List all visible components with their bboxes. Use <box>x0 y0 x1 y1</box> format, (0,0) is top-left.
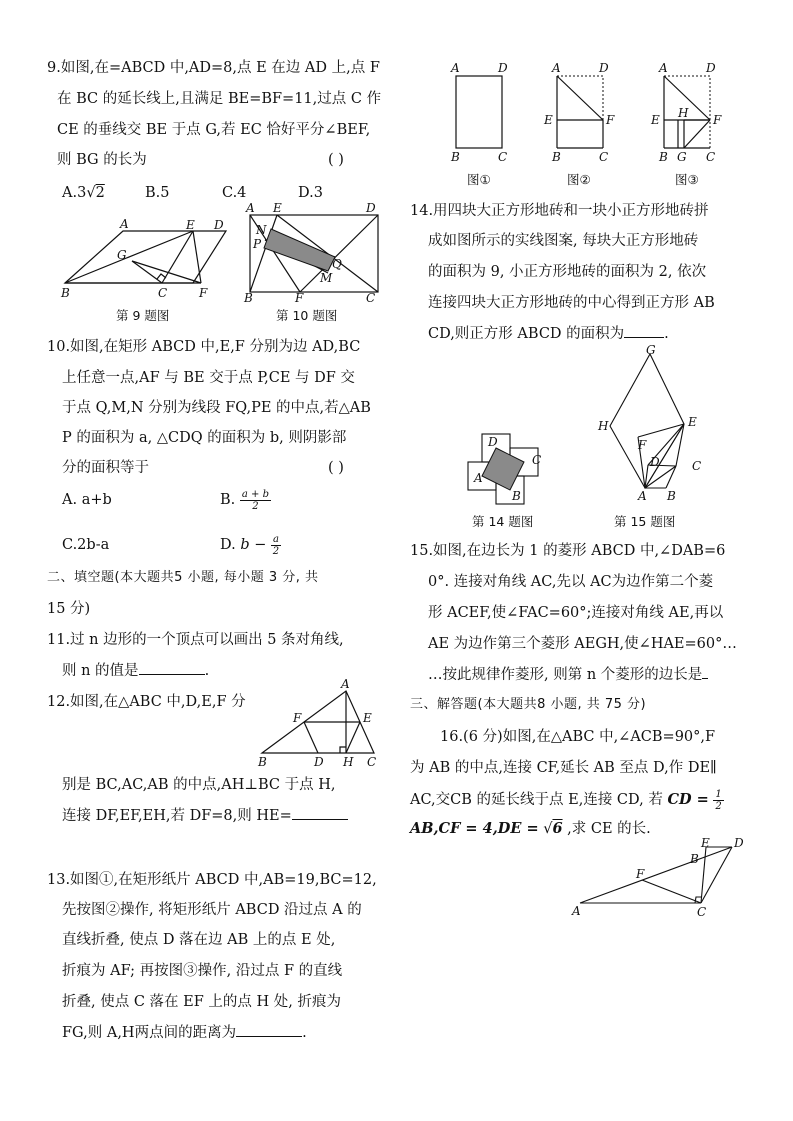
fig16-label-d: D <box>734 836 744 850</box>
fig13c-label-g: G <box>677 150 687 164</box>
fig16-label-e: E <box>701 836 710 850</box>
q13-caption-2: 图② <box>567 172 591 187</box>
fig13b-label-c: C <box>599 150 609 164</box>
fig15-label-f: F <box>638 438 647 452</box>
q12-line-2: 别是 BC,AC,AB 的中点,AH⊥BC 于点 H, <box>62 777 336 793</box>
q10-figure <box>240 203 390 303</box>
fig13b-label-a: A <box>552 61 561 75</box>
fig13c-label-f: F <box>713 113 722 127</box>
q10-figure-caption: 第 10 题图 <box>276 308 338 323</box>
fig15-label-h: H <box>598 419 609 433</box>
fig10-label-n: N <box>256 223 267 237</box>
q14-line-3: 的面积为 9, 小正方形地砖的面积为 2, 依次 <box>428 264 707 280</box>
q10-line-1: 10.如图,在矩形 ABCD 中,E,F 分别为边 AD,BC <box>47 339 361 355</box>
q10-option-d-fraction: $\frac{a}{2}$ <box>272 533 280 557</box>
q13-figures <box>446 60 746 170</box>
fig13c-label-b: B <box>659 150 668 164</box>
q10-line-2: 上任意一点,AF 与 BE 交于点 P,CE 与 DF 交 <box>62 370 355 386</box>
q10-option-b-fraction: $\frac{a + b}{2}$ <box>241 488 269 512</box>
section-2-heading: 二、填空题(本大题共5 小题, 每小题 3 分, 共 <box>47 570 319 585</box>
q13-line-3: 直线折叠, 使点 D 落在边 AB 上的点 E 处, <box>62 932 336 948</box>
fig15-label-c: C <box>692 459 702 473</box>
fig10-label-c: C <box>366 291 376 305</box>
q10-option-c: C.2b-a <box>62 537 110 553</box>
q14-line-4: 连接四块大正方形地砖的中心得到正方形 AB <box>428 295 715 311</box>
fig13c-label-c: C <box>706 150 716 164</box>
fig14-label-d: D <box>488 435 498 449</box>
q15-line-3: 形 ACEF,使∠FAC=60°;连接对角线 AE,再以 <box>428 605 724 621</box>
fig15-label-d: D <box>650 455 660 469</box>
fig13b-label-e: E <box>544 113 553 127</box>
fig13a-label-c: C <box>498 150 508 164</box>
fig10-label-a: A <box>246 201 255 215</box>
fig10-label-b: B <box>244 291 253 305</box>
q15-figure <box>592 342 712 512</box>
q14-line-5: CD,则正方形 ABCD 的面积为 . <box>428 326 669 342</box>
q14-figure <box>466 430 556 510</box>
fig16-label-a: A <box>572 904 581 918</box>
q9-option-d: D.3 <box>298 185 323 201</box>
fig13a-label-d: D <box>498 61 508 75</box>
q15-line-1: 15.如图,在边长为 1 的菱形 ABCD 中,∠DAB=6 <box>410 543 726 559</box>
q9-option-b: B.5 <box>145 185 170 201</box>
fig9-label-d: D <box>214 218 224 232</box>
q11-answer-blank[interactable] <box>139 674 205 675</box>
q9-figure-caption: 第 9 题图 <box>116 308 170 323</box>
fig13b-label-f: F <box>606 113 615 127</box>
fig12-label-e: E <box>363 711 372 725</box>
fig15-label-e: E <box>688 415 697 429</box>
q16-line-1: 16.(6 分)如图,在△ABC 中,∠ACB=90°,F <box>440 729 716 745</box>
section-2-heading-cont: 15 分) <box>47 601 91 617</box>
q10-option-d: D. b − $\frac{a}{2}$ <box>220 533 280 557</box>
q14-line-1: 14.用四块大正方形地砖和一块小正方形地砖拼 <box>410 203 709 219</box>
fig9-label-g: G <box>117 248 127 262</box>
fig13b-label-d: D <box>599 61 609 75</box>
q16-line-4: AB,CF = 4,DE = √6 ,求 CE 的长. <box>410 820 651 837</box>
q15-line-2: 0°. 连接对角线 AC,先以 AC为边作第二个菱 <box>428 574 714 590</box>
fig13c-label-a: A <box>659 61 668 75</box>
q13-line-5: 折叠, 使点 C 落在 EF 上的点 H 处, 折痕为 <box>62 994 341 1010</box>
q13-line-2: 先按图②操作, 将矩形纸片 ABCD 沿过点 A 的 <box>62 902 362 918</box>
fig9-label-f: F <box>199 286 208 300</box>
q9-answer-paren: ( ) <box>328 152 344 168</box>
fig12-label-d: D <box>314 755 324 769</box>
fig16-label-f: F <box>636 867 645 881</box>
fig13a-label-a: A <box>451 61 460 75</box>
q16-figure <box>570 838 750 918</box>
q14-line-2: 成如图所示的实线图案, 每块大正方形地砖 <box>428 233 699 249</box>
fig10-label-p: P <box>253 237 262 251</box>
fig15-label-g: G <box>646 343 656 357</box>
q10-option-b: B. $\frac{a + b}{2}$ <box>220 488 269 512</box>
q13-caption-1: 图① <box>467 172 491 187</box>
section-3-heading: 三、解答题(本大题共8 小题, 共 75 分) <box>410 697 647 712</box>
fig16-label-c: C <box>697 905 707 919</box>
q16-line-3: AC,交CB 的延长线于点 E,连接 CD, 若 CD = $\frac{1}{2}$ <box>410 788 722 812</box>
q11-line-2: 则 n 的值是 . <box>62 663 210 679</box>
q13-line-4: 折痕为 AF; 再按图③操作, 沿过点 F 的直线 <box>62 963 343 979</box>
fig14-label-b: B <box>512 489 521 503</box>
fig9-label-a: A <box>120 217 129 231</box>
fig12-label-a: A <box>341 677 350 691</box>
q9-line-2: 在 BC 的延长线上,且满足 BE=BF=11,过点 C 作 <box>57 91 382 107</box>
q9-line-4: 则 BG 的长为 <box>57 152 147 168</box>
fig10-label-f: F <box>295 291 304 305</box>
fig10-label-e: E <box>273 201 282 215</box>
fig9-label-c: C <box>158 286 168 300</box>
fig10-label-q: Q <box>332 257 342 271</box>
q12-line-3: 连接 DF,EF,EH,若 DF=8,则 HE= <box>62 806 348 826</box>
q9-figure <box>58 217 228 300</box>
q9-line-1: 9.如图,在=ABCD 中,AD=8,点 E 在边 AD 上,点 F <box>47 60 380 76</box>
q13-caption-3: 图③ <box>675 172 699 187</box>
q10-line-3: 于点 Q,M,N 分别为线段 FQ,PE 的中点,若△AB <box>62 400 371 416</box>
q10-option-a: A. a+b <box>62 492 112 508</box>
fig15-label-b: B <box>667 489 676 503</box>
q9-option-a: A.3√2 <box>62 185 105 201</box>
fig10-label-m: M <box>320 271 333 285</box>
fig12-label-f: F <box>293 711 302 725</box>
fig12-label-h: H <box>343 755 354 769</box>
q10-answer-paren: ( ) <box>328 460 344 476</box>
sqrt-symbol: √ <box>86 185 96 201</box>
fig13c-label-h: H <box>678 106 689 120</box>
q16-fraction: $\frac{1}{2}$ <box>715 788 722 812</box>
q12-line-1: 12.如图,在△ABC 中,D,E,F 分 <box>47 694 246 710</box>
fig12-label-c: C <box>367 755 377 769</box>
sqrt-symbol: √ <box>543 821 553 837</box>
q10-line-5: 分的面积等于 <box>62 460 149 476</box>
q16-line-2: 为 AB 的中点,连接 CF,延长 AB 至点 D,作 DE∥ <box>410 760 717 776</box>
fig16-label-b: B <box>690 852 699 866</box>
q15-line-5: …按此规律作菱形, 则第 n 个菱形的边长是 <box>428 665 708 685</box>
q13-line-1: 13.如图①,在矩形纸片 ABCD 中,AB=19,BC=12, <box>47 872 377 888</box>
fig14-label-a: A <box>474 471 483 485</box>
fig10-label-d: D <box>366 201 376 215</box>
q15-figure-caption: 第 15 题图 <box>614 514 676 529</box>
q14-answer-blank[interactable] <box>624 337 664 338</box>
q15-line-4: AE 为边作第三个菱形 AEGH,使∠HAE=60°… <box>428 636 737 652</box>
fig13c-label-d: D <box>706 61 716 75</box>
q11-line-1: 11.过 n 边形的一个顶点可以画出 5 条对角线, <box>47 632 344 648</box>
q12-answer-blank[interactable] <box>292 819 348 820</box>
q9-option-c: C.4 <box>222 185 247 201</box>
fig13a-label-b: B <box>451 150 460 164</box>
q13-answer-blank[interactable] <box>236 1036 302 1037</box>
q13-line-6: FG,则 A,H两点间的距离为 . <box>62 1025 307 1041</box>
q15-answer-blank[interactable] <box>702 678 708 679</box>
fig13b-label-b: B <box>552 150 561 164</box>
fig13c-label-e: E <box>651 113 660 127</box>
fig9-label-e: E <box>186 218 195 232</box>
fig9-label-b: B <box>61 286 70 300</box>
q10-line-4: P 的面积为 a, △CDQ 的面积为 b, 则阴影部 <box>62 430 347 446</box>
fig12-label-b: B <box>258 755 267 769</box>
q14-figure-caption: 第 14 题图 <box>472 514 534 529</box>
q9-line-3: CE 的垂线交 BE 于点 G,若 EC 恰好平分∠BEF, <box>57 122 371 138</box>
q12-figure <box>256 677 386 769</box>
fig14-label-c: C <box>532 453 542 467</box>
fig15-label-a: A <box>638 489 647 503</box>
